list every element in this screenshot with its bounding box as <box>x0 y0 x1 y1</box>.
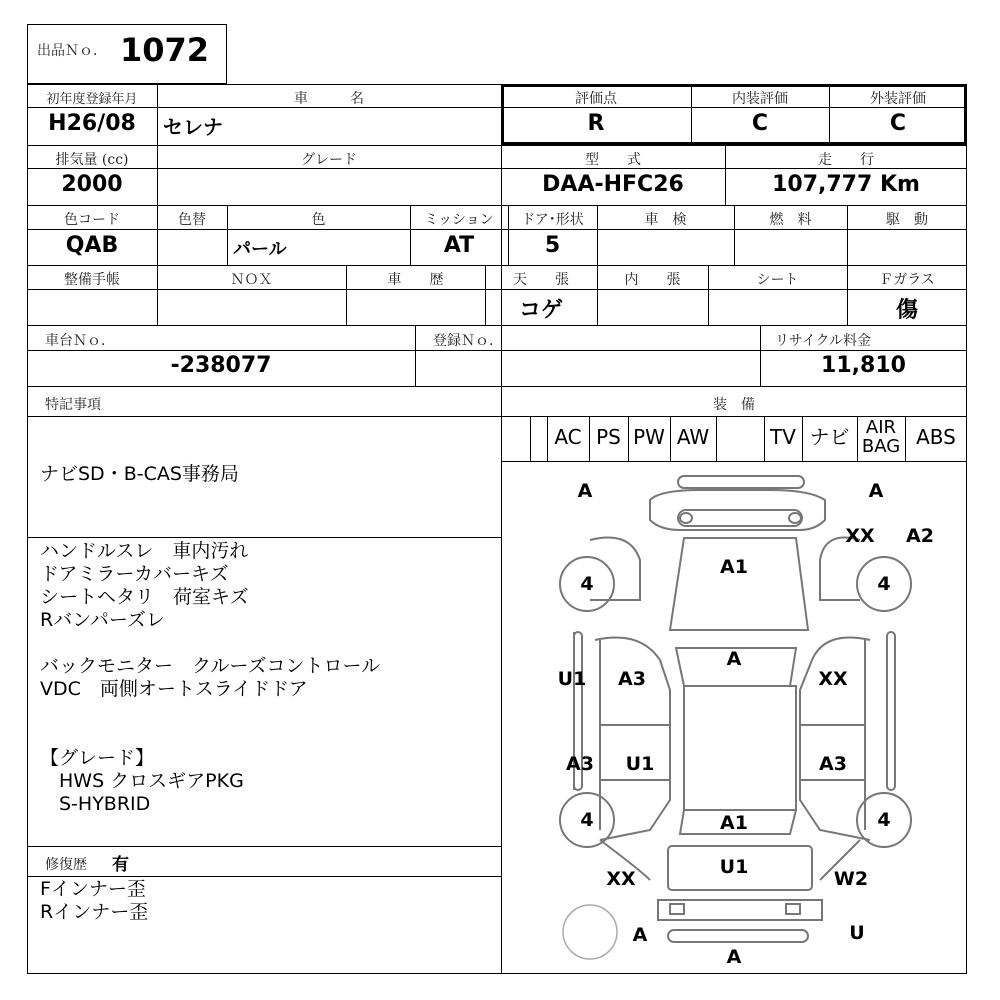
color-label: 色 <box>311 212 326 228</box>
mark-tire-rl: 4 <box>580 809 594 831</box>
lot-number: 1072 <box>120 31 210 69</box>
mark-left-rear-1: A3 <box>566 753 594 775</box>
repair-label: 修復歴 <box>45 857 87 873</box>
name-label: 車 名 <box>294 91 364 107</box>
mark-rear-glass: A1 <box>720 812 748 834</box>
repair-notes: Fインナー歪 Rインナー歪 <box>40 878 149 923</box>
score-value: R <box>587 111 605 136</box>
mark-right-rear-corner: W2 <box>833 868 869 890</box>
equipment-item: AC <box>554 425 582 449</box>
mark-rear-bumper-left: A <box>632 924 648 946</box>
mileage-label: 走 行 <box>818 152 874 168</box>
mark-hood-right-1: XX <box>845 525 875 547</box>
interior-trim-label: 内 張 <box>624 272 681 288</box>
reg-label: 初年度登録年月 <box>46 92 138 107</box>
equipment-item: TV <box>770 425 796 449</box>
equipment-item: ABS <box>916 425 956 449</box>
mark-front-right: A <box>868 480 884 502</box>
ceiling-label: 天 張 <box>513 272 569 288</box>
fglass-label: Ｆガラス <box>879 272 935 288</box>
equipment-item: PW <box>633 425 665 449</box>
equipment-item: AIR BAG <box>861 417 901 457</box>
mark-hood: A1 <box>720 556 748 578</box>
equipment-cell <box>530 416 547 461</box>
model-label: 型 式 <box>585 152 641 168</box>
mission-label: ミッション <box>424 212 494 228</box>
lot-label: 出品Ｎｏ． <box>37 43 107 59</box>
equipment-cell <box>716 416 764 461</box>
mark-tire-fl: 4 <box>580 573 594 595</box>
remarks-label: 特記事項 <box>45 397 101 413</box>
mark-right-front-door: XX <box>818 668 848 690</box>
mark-roof-front: A <box>726 648 742 670</box>
displacement-label: 排気量 (cc) <box>55 152 129 168</box>
chassis-value: -238077 <box>170 353 272 378</box>
mark-left-rear-corner: XX <box>606 868 636 890</box>
remarks-block: ハンドルスレ 車内汚れ ドアミラーカバーキズ シートヘタリ 荷室キズ Rバンパーズレ バックモニター クルーズコントロール VDC 両側オートスライドドア 【グレード】 HWS クロスギアPKG S-HYBRID <box>40 540 381 815</box>
repair-value: 有 <box>112 855 129 875</box>
ceiling-value: コゲ <box>518 298 563 323</box>
equipment-item: PS <box>596 425 621 449</box>
interior-label: 内装評価 <box>732 91 788 107</box>
equipment-item: AW <box>676 425 710 449</box>
spare-tire-icon <box>563 905 617 959</box>
color-code-label: 色コード <box>64 212 120 228</box>
color-value: パール <box>233 239 287 260</box>
mark-right-rear: A3 <box>819 753 847 775</box>
regno-label: 登録Ｎｏ． <box>433 333 503 349</box>
equipment-label: 装 備 <box>713 397 755 413</box>
mark-rear-bumper-center: A <box>726 946 742 968</box>
door-value: 5 <box>544 233 561 258</box>
mark-left-front-door-2: A3 <box>618 668 646 690</box>
name-value: セレナ <box>163 115 223 139</box>
exterior-label: 外装評価 <box>870 91 926 107</box>
service-label: 整備手帳 <box>64 272 120 288</box>
exterior-value: C <box>889 111 907 136</box>
displacement-value: 2000 <box>61 172 123 197</box>
inspection-label: 車 検 <box>644 212 687 228</box>
seat-label: シート <box>756 272 799 288</box>
mark-tailgate: U1 <box>719 856 749 878</box>
mission-value: AT <box>443 233 475 258</box>
mark-front-left: A <box>577 480 593 502</box>
chassis-label: 車台Ｎｏ． <box>45 333 115 349</box>
drive-label: 駆 動 <box>886 212 928 228</box>
mileage-value: 107,777 Km <box>772 172 920 197</box>
fglass-value: 傷 <box>895 298 918 323</box>
color-change-label: 色替 <box>178 212 206 228</box>
recycle-value: 11,810 <box>821 353 906 378</box>
mark-left-front-door-1: U1 <box>557 668 587 690</box>
interior-value: C <box>751 111 769 136</box>
mark-tire-rr: 4 <box>877 809 891 831</box>
remarks-line1: ナビSD・B-CAS事務局 <box>40 463 239 485</box>
equipment-item: ナビ <box>809 425 850 449</box>
mark-rear-bumper-right: U <box>849 922 865 944</box>
fuel-label: 燃 料 <box>769 212 812 228</box>
mark-left-rear-2: U1 <box>625 753 655 775</box>
reg-value: H26/08 <box>48 111 136 136</box>
nox-label: ＮＯＸ <box>230 272 273 288</box>
recycle-label: リサイクル料金 <box>775 333 872 349</box>
history-label: 車 歴 <box>387 272 444 288</box>
mark-hood-right-2: A2 <box>906 525 934 547</box>
door-label: ドア･形状 <box>521 212 584 228</box>
mark-tire-fr: 4 <box>877 573 891 595</box>
color-code-value: QAB <box>65 233 119 258</box>
score-label: 評価点 <box>575 91 617 107</box>
model-value: DAA-HFC26 <box>542 172 684 197</box>
grade-label: グレード <box>301 152 357 168</box>
